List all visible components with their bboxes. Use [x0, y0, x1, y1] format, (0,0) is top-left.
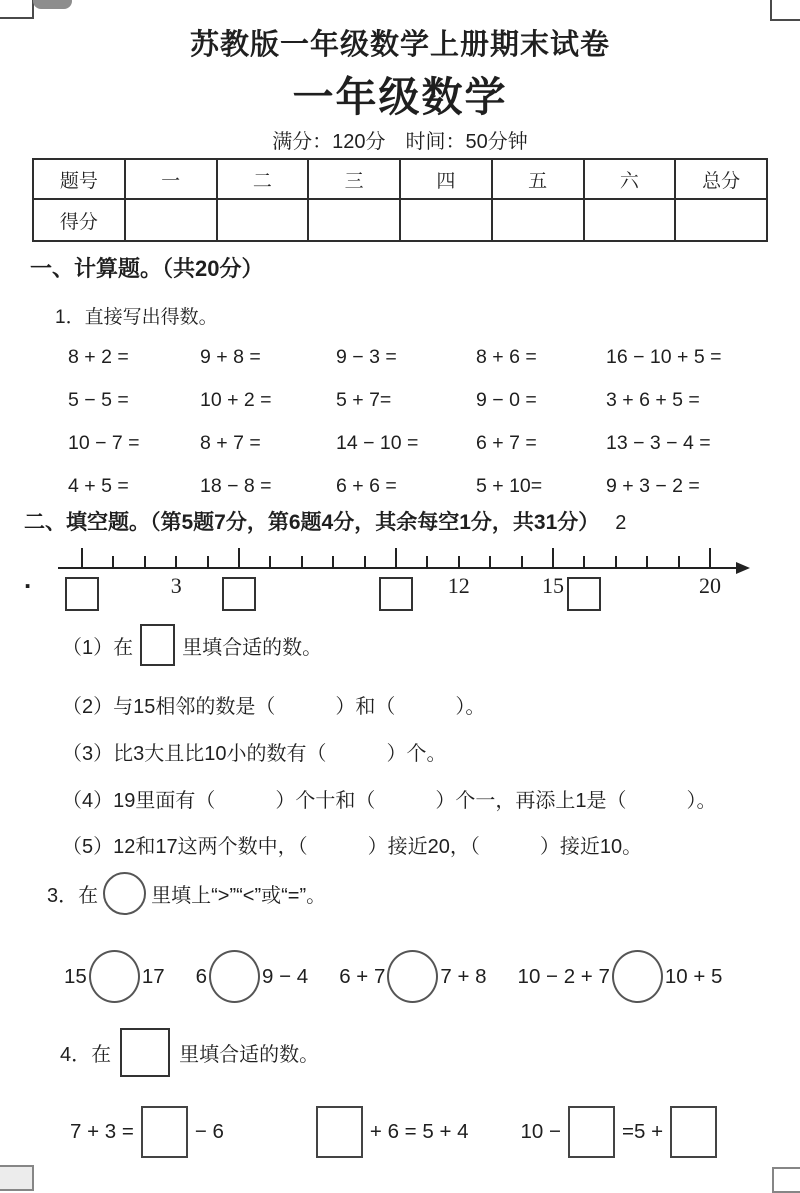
- question4-pre: 4．在: [60, 1044, 112, 1066]
- equation-item: [70, 1106, 224, 1158]
- question-text: （4）19里面有（ ）个十和（ ）个一，再添上1是（ ）。: [62, 790, 717, 812]
- section1-heading: 一、计算题。（共20分）: [30, 256, 264, 281]
- fill-blank-question: [62, 737, 447, 766]
- answer-circle[interactable]: [89, 950, 140, 1003]
- answer-box[interactable]: [316, 1106, 363, 1158]
- numberline-tick: [301, 556, 303, 569]
- answer-box[interactable]: [670, 1106, 717, 1158]
- question-text: （2）与15相邻的数是（ ）和（ ）。: [62, 696, 486, 718]
- numberline-tick: [489, 556, 491, 569]
- section2-heading: [24, 506, 626, 536]
- numberline-tick: [646, 556, 648, 569]
- question-text: （3）比3大且比10小的数有（ ）个。: [62, 743, 447, 765]
- score-table-col: 一: [125, 159, 217, 199]
- score-table-col: 二: [217, 159, 309, 199]
- math-problem: 8 + 2 =: [68, 346, 129, 368]
- comparison-item: [518, 950, 723, 1003]
- score-table-col: 三: [308, 159, 400, 199]
- left-expression: 6: [195, 964, 208, 988]
- page-corner-box-bottom-left: [0, 1165, 34, 1191]
- equation-text: 10 −: [520, 1120, 562, 1143]
- fill-blank-question: [62, 830, 642, 859]
- equations-row: [70, 1106, 717, 1158]
- equation-item: [316, 1106, 469, 1158]
- score-table-col: 五: [492, 159, 584, 199]
- exam-meta: 满分：120分 时间：50分钟: [272, 131, 528, 153]
- exam-subtitle: 一年级数学: [292, 74, 508, 120]
- problems-grid: [68, 336, 758, 508]
- equation-text: − 6: [194, 1120, 224, 1143]
- question-text: （5）12和17这两个数中，（ ）接近20，（ ）接近10。: [62, 836, 643, 858]
- answer-circle[interactable]: [387, 950, 438, 1003]
- page-corner-box-bottom-right: [772, 1167, 800, 1193]
- math-problem: 8 + 6 =: [476, 346, 537, 368]
- comparison-item: [339, 950, 486, 1003]
- numberline-label: 20: [699, 573, 721, 598]
- right-expression: 10 + 5: [664, 964, 723, 988]
- score-table-col: 六: [584, 159, 676, 199]
- score-cell: [217, 199, 309, 241]
- numberline-label: 3: [170, 573, 182, 598]
- example-box: [120, 1028, 170, 1077]
- answer-box[interactable]: [140, 624, 175, 666]
- exam-title: 苏教版一年级数学上册期末试卷: [189, 29, 610, 61]
- score-table-header-row: [33, 159, 767, 199]
- comparison-row: [64, 950, 722, 1003]
- numberline-tick: [364, 556, 366, 569]
- right-expression: 9 − 4: [262, 964, 309, 988]
- top-pill-decoration: [33, 0, 72, 9]
- numberline-axis: [58, 567, 738, 569]
- fill-blank-question: [62, 784, 717, 813]
- score-cell: [400, 199, 492, 241]
- numberline-tick: [175, 556, 177, 569]
- score-cell: [492, 199, 584, 241]
- math-problem: 8 + 7 =: [200, 432, 261, 454]
- answer-box[interactable]: [567, 577, 601, 611]
- math-problem: 9 − 3 =: [336, 346, 397, 368]
- math-problem: 9 + 8 =: [200, 346, 261, 368]
- answer-box[interactable]: [568, 1106, 615, 1158]
- answer-box[interactable]: [379, 577, 413, 611]
- math-problem: 3 + 6 + 5 =: [606, 389, 700, 411]
- numberline-tick: [552, 548, 554, 569]
- right-expression: 17: [141, 964, 165, 988]
- numberline-label: 12: [447, 573, 470, 598]
- math-problem: 18 − 8 =: [200, 475, 272, 497]
- numberline-tick: [81, 548, 83, 569]
- numberline-tick: [678, 556, 680, 569]
- comparison-item: [64, 950, 165, 1003]
- score-cell: [125, 199, 217, 241]
- score-table: [32, 158, 768, 242]
- answer-box[interactable]: [141, 1106, 188, 1158]
- answer-circle[interactable]: [209, 950, 260, 1003]
- answer-box[interactable]: [222, 577, 256, 611]
- question3-heading: [47, 872, 326, 915]
- answer-box[interactable]: [65, 577, 99, 611]
- equation-text: + 6 = 5 + 4: [369, 1120, 469, 1143]
- equation-item: [521, 1106, 718, 1158]
- score-table-label: 题号: [33, 159, 125, 199]
- score-cell: [675, 199, 767, 241]
- numberline-tick: [269, 556, 271, 569]
- left-expression: 10 − 2 + 7: [517, 964, 610, 988]
- number-line: [0, 540, 800, 615]
- math-problem: 5 + 7=: [336, 389, 392, 411]
- question4-heading: [60, 1028, 319, 1077]
- right-expression: 7 + 8: [440, 964, 487, 988]
- score-table-col: 总分: [675, 159, 767, 199]
- math-problem: 4 + 5 =: [68, 475, 129, 497]
- left-expression: 6 + 7: [339, 964, 386, 988]
- answer-circle[interactable]: [612, 950, 663, 1003]
- question1-label: 1．直接写出得数。: [55, 307, 218, 328]
- example-circle: [103, 872, 146, 915]
- page-corner-box-top-right: [770, 0, 800, 21]
- score-table-score-row: [33, 199, 767, 241]
- section2-heading-text: 二、填空题。（第5题7分，第6题4分，其余每空1分，共31分）: [24, 511, 600, 534]
- numberline-left-dot: .: [24, 564, 32, 594]
- numberline-tick: [458, 556, 460, 569]
- fill-blank-question: [62, 690, 485, 719]
- math-problem: 10 + 2 =: [200, 389, 272, 411]
- numberline-tick: [709, 548, 711, 569]
- score-cell: [308, 199, 400, 241]
- question-text: （1）在: [62, 636, 134, 659]
- numberline-tick: [144, 556, 146, 569]
- math-problem: 10 − 7 =: [68, 432, 140, 454]
- numberline-tick: [207, 556, 209, 569]
- numberline-label: 15: [542, 573, 564, 598]
- question3-post: 里填上“>”“<”或“=”。: [151, 885, 327, 907]
- numberline-tick: [426, 556, 428, 569]
- question4-post: 里填合适的数。: [179, 1044, 320, 1066]
- question-text: 里填合适的数。: [182, 636, 323, 659]
- left-expression: 15: [64, 964, 87, 988]
- equation-text: =5 +: [622, 1120, 664, 1143]
- numberline-tick: [332, 556, 334, 569]
- math-problem: 14 − 10 =: [336, 432, 419, 454]
- page-corner-box-top-left: [0, 0, 34, 19]
- math-problem: 5 + 10=: [476, 475, 543, 497]
- numberline-tick: [521, 556, 523, 569]
- numberline-tick: [112, 556, 114, 569]
- math-problem: 6 + 7 =: [476, 432, 537, 454]
- math-problem: 5 − 5 =: [68, 389, 129, 411]
- score-table-col: 四: [400, 159, 492, 199]
- comparison-item: [196, 950, 309, 1003]
- math-problem: 6 + 6 =: [336, 475, 397, 497]
- arrow-right-icon: [736, 562, 750, 574]
- fill-blank-question: [62, 624, 322, 666]
- question3-pre: 3．在: [47, 885, 99, 907]
- math-problem: 13 − 3 − 4 =: [606, 432, 711, 454]
- score-table-label: 得分: [33, 199, 125, 241]
- math-problem: 9 + 3 − 2 =: [606, 475, 700, 497]
- numberline-tick: [238, 548, 240, 569]
- numberline-tick: [395, 548, 397, 569]
- math-problem: 9 − 0 =: [476, 389, 537, 411]
- score-cell: [584, 199, 676, 241]
- equation-text: 7 + 3 =: [70, 1120, 134, 1143]
- numberline-tick: [615, 556, 617, 569]
- numberline-tick: [583, 556, 585, 569]
- math-problem: 16 − 10 + 5 =: [606, 346, 722, 368]
- section2-heading-suffix: 2: [615, 512, 627, 534]
